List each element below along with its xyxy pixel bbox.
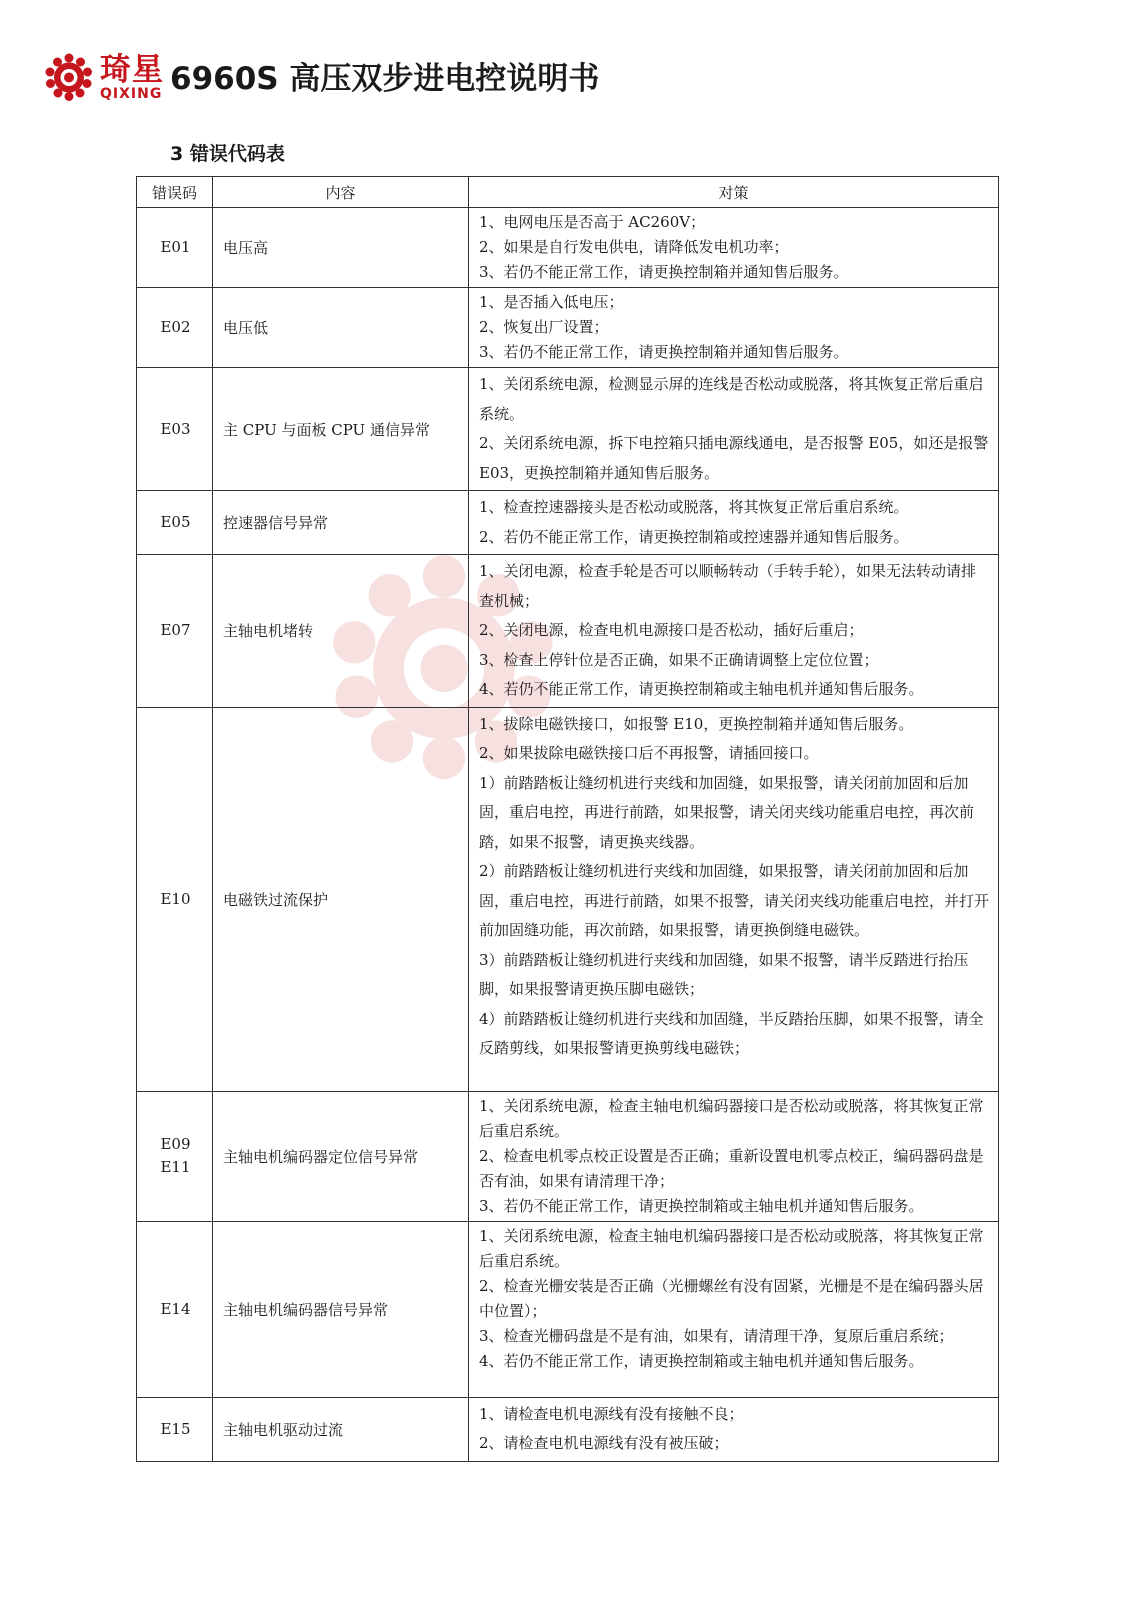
error-content: 电压高: [213, 208, 469, 288]
error-code-table: [136, 176, 999, 1462]
solution-cell: [469, 707, 999, 1091]
error-code: E07: [160, 621, 191, 640]
qixing-logo-icon: [44, 52, 94, 102]
table-row: [137, 1221, 999, 1397]
solution-step: 4、若仍不能正常工作，请更换控制箱或主轴电机并通知售后服务。: [479, 680, 924, 698]
brand-block: [100, 53, 164, 101]
solution-cell: [469, 1397, 999, 1461]
table-row: [137, 208, 999, 288]
solution-step: 3、若仍不能正常工作，请更换控制箱或主轴电机并通知售后服务。: [479, 1196, 924, 1215]
error-code-cell: [137, 707, 213, 1091]
solution-step: 1、请检查电机电源线有没有接触不良；: [479, 1404, 744, 1423]
solution-step: 3、若仍不能正常工作，请更换控制箱并通知售后服务。: [479, 263, 849, 281]
error-code-cell: [137, 288, 213, 368]
error-content: 主轴电机驱动过流: [213, 1397, 469, 1461]
error-code: E10: [160, 889, 191, 908]
error-code-cell: [137, 555, 213, 708]
error-code-cell: [137, 1091, 213, 1221]
error-content: 主轴电机编码器定位信号异常: [213, 1091, 469, 1221]
error-code: E14: [160, 1299, 191, 1318]
error-content: 电压低: [213, 288, 469, 368]
error-content: 主轴电机堵转: [213, 555, 469, 708]
error-code: E01: [160, 238, 191, 256]
solution-step: 2、恢复出厂设置；: [479, 318, 609, 336]
error-code: E02: [160, 318, 191, 336]
error-content: 主 CPU 与面板 CPU 通信异常: [213, 368, 469, 491]
error-content: 控速器信号异常: [213, 491, 469, 555]
solution-step: 4）前踏踏板让缝纫机进行夹线和加固缝，半反踏抬压脚，如果不报警，请全反踏剪线，如果报警请更换剪线电磁铁；: [479, 1009, 984, 1057]
solution-step: 1、电网电压是否高于 AC260V；: [479, 213, 706, 231]
brand-name-cn: 琦星: [100, 52, 164, 88]
solution-step: 3、检查上停针位是否正确，如果不正确请调整上定位位置；: [479, 650, 879, 669]
solution-step: 3、检查光栅码盘是不是有油，如果有，请清理干净，复原后重启系统；: [479, 1326, 954, 1345]
table-row: [137, 555, 999, 708]
solution-step: 2、如果是自行发电供电，请降低发电机功率；: [479, 238, 789, 256]
solution-step: 2、检查电机零点校正设置是否正确；重新设置电机零点校正，编码器码盘是否有油，如果有请清理干净；: [479, 1146, 984, 1190]
error-code: E09: [160, 1135, 191, 1153]
solution-step: 2、检查光栅安装是否正确（光栅螺丝有没有固紧，光栅是不是在编码器头居中位置）；: [479, 1276, 984, 1320]
section-heading: 3 错误代码表: [170, 143, 285, 165]
solution-cell: [469, 208, 999, 288]
error-code-cell: [137, 1221, 213, 1397]
solution-step: 1、拔除电磁铁接口，如报警 E10，更换控制箱并通知售后服务。: [479, 714, 914, 733]
error-content: 电磁铁过流保护: [213, 707, 469, 1091]
solution-cell: [469, 1091, 999, 1221]
table-header-row: [137, 177, 999, 208]
header-fix: 对策: [469, 177, 999, 208]
solution-cell: [469, 491, 999, 555]
solution-step: 1、检查控速器接头是否松动或脱落，将其恢复正常后重启系统。: [479, 498, 909, 516]
solution-step: 1）前踏踏板让缝纫机进行夹线和加固缝，如果报警，请关闭前加固和后加固，重启电控，再进行前踏，如果报警，请关闭夹线功能重启电控，再次前踏，如果不报警，请更换夹线器。: [479, 773, 975, 851]
error-code-cell: [137, 208, 213, 288]
header-content: 内容: [213, 177, 469, 208]
solution-step: 2、如果拔除电磁铁接口后不再报警，请插回接口。: [479, 744, 819, 762]
table-row: [137, 368, 999, 491]
solution-step: 1、关闭系统电源，检测显示屏的连线是否松动或脱落，将其恢复正常后重启系统。: [479, 375, 984, 423]
error-content: 主轴电机编码器信号异常: [213, 1221, 469, 1397]
solution-step: 1、关闭系统电源，检查主轴电机编码器接口是否松动或脱落，将其恢复正常后重启系统。: [479, 1096, 984, 1140]
solution-step: 2）前踏踏板让缝纫机进行夹线和加固缝，如果报警，请关闭前加固和后加固，重启电控，再进行前踏，如果不报警，请关闭夹线功能重启电控，并打开前加固缝功能，再次前踏，如果报警，请更换倒缝电磁铁。: [479, 862, 990, 939]
document-header: [44, 50, 599, 104]
error-code: E03: [160, 419, 191, 438]
solution-step: 1、是否插入低电压；: [479, 293, 624, 311]
table-row: [137, 707, 999, 1091]
solution-step: 3、若仍不能正常工作，请更换控制箱并通知售后服务。: [479, 343, 849, 361]
solution-step: 4、若仍不能正常工作，请更换控制箱或主轴电机并通知售后服务。: [479, 1351, 924, 1370]
solution-cell: [469, 555, 999, 708]
table-row: [137, 1091, 999, 1221]
table-row: [137, 288, 999, 368]
error-code: E15: [160, 1419, 191, 1438]
solution-step: 1、关闭电源，检查手轮是否可以顺畅转动（手转手轮），如果无法转动请排查机械；: [479, 562, 977, 610]
solution-step: 2、关闭电源，检查电机电源接口是否松动，插好后重启；: [479, 621, 864, 639]
table-row: [137, 1397, 999, 1461]
error-code-cell: [137, 1397, 213, 1461]
solution-step: 2、请检查电机电源线有没有被压破；: [479, 1434, 729, 1452]
error-code-cell: [137, 368, 213, 491]
solution-cell: [469, 368, 999, 491]
solution-step: 1、关闭系统电源，检查主轴电机编码器接口是否松动或脱落，将其恢复正常后重启系统。: [479, 1226, 984, 1270]
error-code: E05: [160, 513, 191, 531]
solution-cell: [469, 288, 999, 368]
document-title: 6960S 高压双步进电控说明书: [170, 61, 600, 97]
brand-name-en: QIXING: [100, 86, 163, 102]
error-code: E11: [160, 1158, 191, 1176]
error-code-cell: [137, 491, 213, 555]
solution-step: 3）前踏踏板让缝纫机进行夹线和加固缝，如果不报警，请半反踏进行抬压脚，如果报警请更换压脚电磁铁；: [479, 950, 969, 998]
solution-cell: [469, 1221, 999, 1397]
solution-step: 2、关闭系统电源，拆下电控箱只插电源线通电，是否报警 E05，如还是报警 E03，更换控制箱并通知售后服务。: [479, 434, 989, 482]
header-code: 错误码: [137, 177, 213, 208]
solution-step: 2、若仍不能正常工作，请更换控制箱或控速器并通知售后服务。: [479, 527, 909, 546]
table-row: [137, 491, 999, 555]
